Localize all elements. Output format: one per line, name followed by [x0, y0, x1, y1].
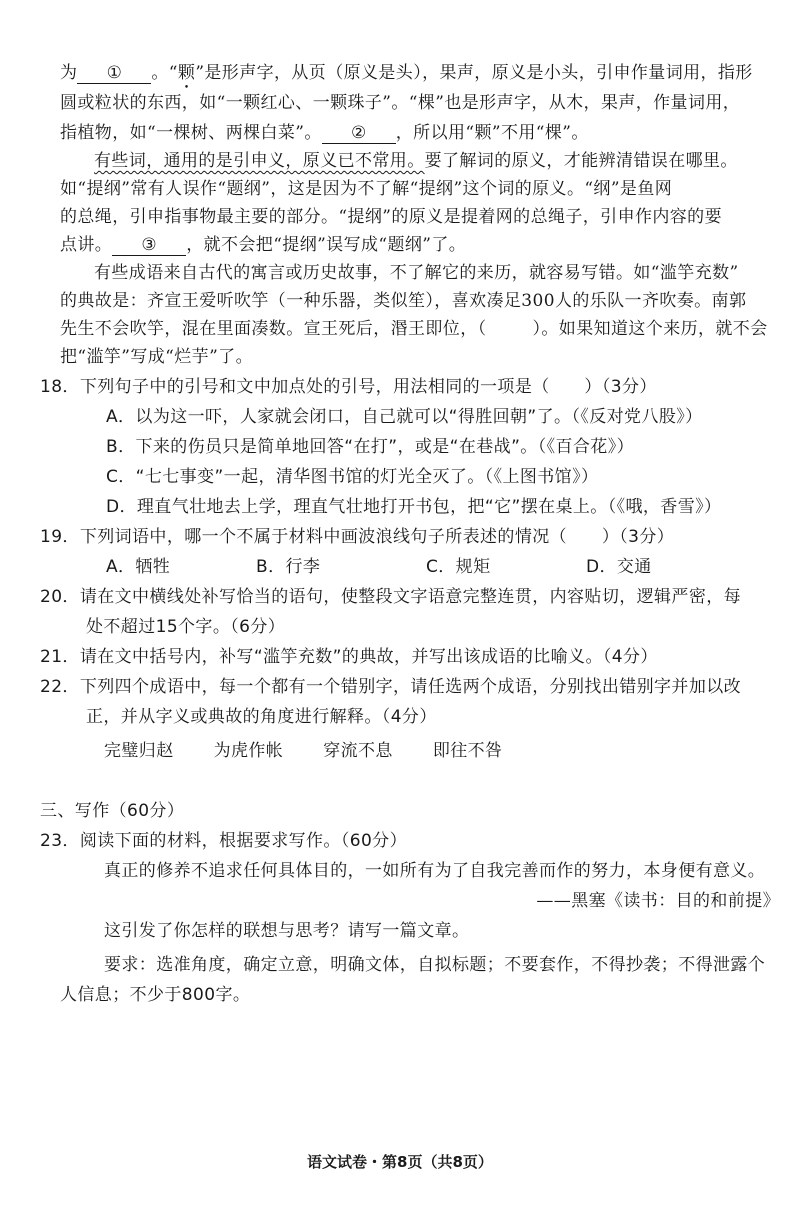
- q19-option-c: C．规矩: [426, 557, 491, 577]
- text-segment: ）。如果知道这个来历，就不会: [532, 319, 768, 339]
- passage-line: 有些成语来自古代的寓言或历史故事，不了解它的来历，就容易写错。如“滥竽充数”: [94, 263, 739, 283]
- text-segment: ，所以用“颗”不用“棵”。: [395, 123, 589, 143]
- q19-option-d: D．交通: [586, 557, 652, 577]
- idiom-item: 穿流不息: [323, 741, 393, 761]
- idiom-item: 即往不咎: [432, 741, 503, 761]
- question-19-stem: 19．下列词语中，哪一个不属于材料中画波浪线句子所表述的情况（ ）（3分）: [40, 527, 675, 547]
- q19-options: [106, 554, 790, 580]
- text-segment: 要了解词的原义，才能辨清错误在哪里。: [424, 151, 738, 171]
- text-segment: ，就不会把“提纲”误写成“题纲”了。: [186, 235, 467, 255]
- idiom-list: [104, 738, 790, 764]
- question-18-stem: 18．下列句子中的引号和文中加点处的引号，用法相同的一项是（ ）（3分）: [40, 377, 657, 397]
- quote-source: ——黑塞《读书：目的和前提》: [536, 891, 780, 911]
- writing-prompt: 这引发了你怎样的联想与思考？请写一篇文章。: [104, 921, 470, 941]
- question-21: 21．请在文中括号内，补写“滥竽充数”的典故，并写出该成语的比喻义。（4分）: [40, 647, 658, 667]
- passage-line: [60, 120, 790, 146]
- question-20-line: 20．请在文中横线处补写恰当的语句，使整段文字语意完整连贯，内容贴切，逻辑严密，每: [40, 587, 742, 607]
- page-footer: 语文试卷・第8页（共8页）: [307, 1153, 493, 1171]
- q18-option-c: C．“七七事变”一起，清华图书馆的灯光全灭了。（《上图书馆》）: [106, 467, 599, 487]
- q19-option-b: B．行李: [256, 557, 321, 577]
- blank-marker: ③: [141, 235, 158, 255]
- blank-2: [322, 123, 396, 144]
- material-quote: 真正的修养不追求任何具体目的，一如所有为了自我完善而作的努力，本身便有意义。: [104, 861, 766, 881]
- section-3-title: 三、写作（60分）: [40, 801, 185, 821]
- q18-option-b: B．下来的伤员只是简单地回答“在打”，或是“在巷战”。（《百合花》）: [106, 437, 634, 457]
- text-segment: 指植物，如“一棵树、两棵白菜”。: [60, 123, 322, 143]
- question-22-line: 正，并从字义或典故的角度进行解释。（4分）: [86, 707, 437, 727]
- question-23: 23．阅读下面的材料，根据要求写作。（60分）: [40, 831, 407, 851]
- text-segment: 为: [60, 63, 78, 83]
- question-22-line: 22．下列四个成语中，每一个都有一个错别字，请任选两个成语，分别找出错别字并加以改: [40, 677, 742, 697]
- passage-line: 圆或粒状的东西，如“一颗红心、一颗珠子”。“棵”也是形声字，从木，果声，作量词用，: [60, 93, 741, 113]
- q18-option-d: D．理直气壮地去上学，理直气壮地打开书包，把“它”摆在桌上。（《哦，香雪》）: [106, 497, 722, 517]
- q18-option-a: A．以为这一吓，人家就会闭口，自己就可以“得胜回朝”了。（《反对党八股》）: [106, 407, 703, 427]
- question-20-line: 处不超过15个字。（6分）: [86, 617, 286, 637]
- wavy-underlined-sentence: 有些词，通用的是引申义，原义已不常用。: [94, 151, 425, 171]
- idiom-item: 为虎作帐: [213, 741, 284, 761]
- text-segment: 先生不会吹竽，混在里面凑数。宣王死后，湣王即位，（: [60, 319, 487, 339]
- text-segment: 点讲。: [60, 235, 113, 255]
- emphasized-quote: 颗: [177, 63, 196, 83]
- writing-requirements: 要求：选准角度，确定立意，明确文体，自拟标题；不要套作，不得抄袭；不得泄露个: [104, 955, 766, 975]
- passage-line: 如“提纲”常有人误作“题纲”，这是因为不了解“提纲”这个词的原义。“纲”是鱼网: [60, 179, 673, 199]
- passage-line: 把“滥竽”写成“烂芋”了。: [60, 347, 253, 367]
- text-segment: ”是形声字，从页（原义是头），果声，原义是小头，引申作量词用，指形: [195, 63, 753, 83]
- passage-line: [60, 316, 790, 342]
- passage-line: [60, 60, 790, 93]
- blank-1: [77, 63, 151, 84]
- q19-option-a: A．牺牲: [106, 557, 171, 577]
- passage-line: 的典故是：齐宣王爱听吹竽（一种乐器，类似笙），喜欢凑足300人的乐队一齐吹奏。南郭: [60, 291, 747, 311]
- blank-3: [112, 235, 186, 256]
- passage-line: [94, 148, 790, 174]
- idiom-item: 完璧归赵: [104, 741, 174, 761]
- passage-line: 的总绳，引申指事物最主要的部分。“提纲”的原义是提着网的总绳子，引申作内容的要: [60, 207, 722, 227]
- passage-line: [60, 232, 790, 258]
- writing-requirements: 人信息；不少于800字。: [60, 985, 251, 1005]
- text-segment: 。“: [151, 63, 178, 83]
- blank-marker: ①: [106, 63, 123, 83]
- blank-marker: ②: [350, 123, 367, 143]
